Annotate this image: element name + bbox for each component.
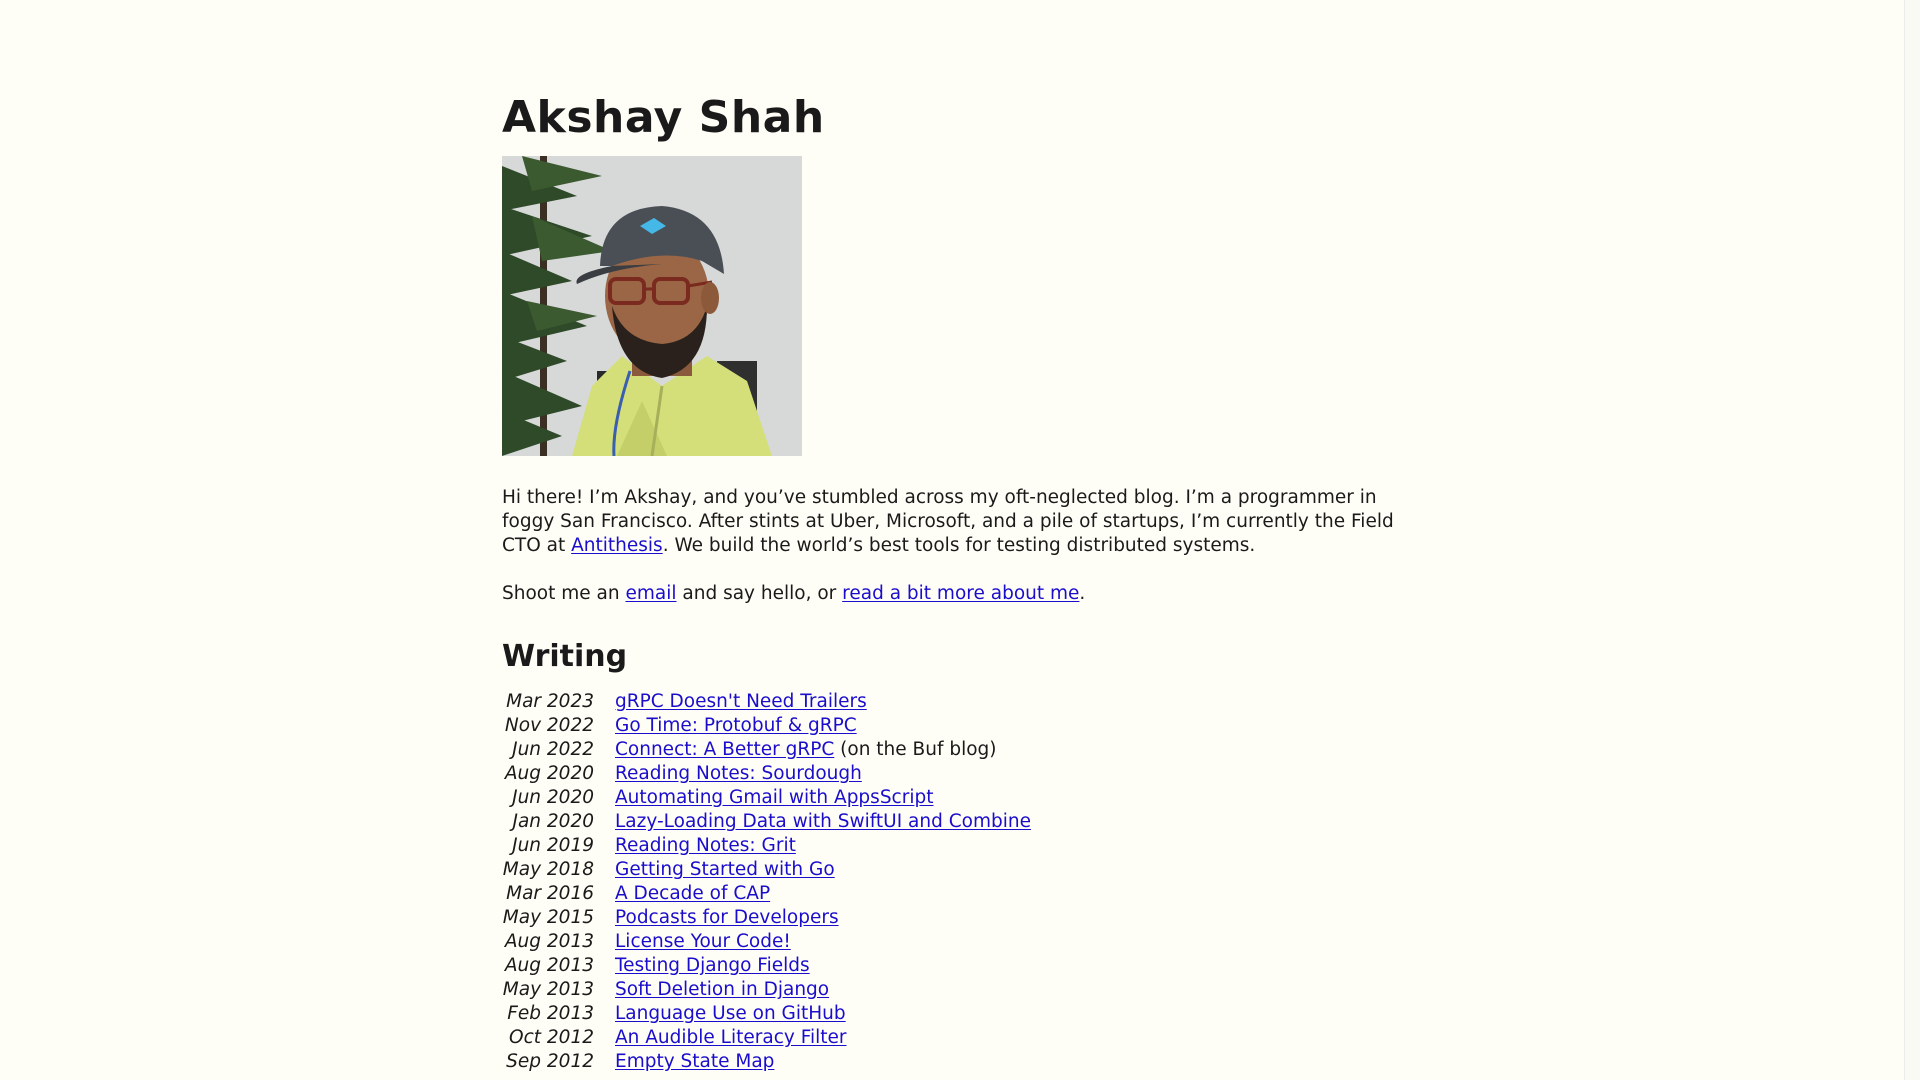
page-content xyxy=(502,82,1408,1074)
table-row xyxy=(502,810,1031,834)
post-date: Aug 2013 xyxy=(504,955,594,976)
table-row xyxy=(502,1050,1031,1074)
posts-list xyxy=(502,690,1031,1074)
post-title-cell xyxy=(615,738,1031,762)
post-date: Aug 2020 xyxy=(504,763,594,784)
post-date: May 2018 xyxy=(502,859,594,880)
post-link[interactable]: Testing Django Fields xyxy=(615,955,810,976)
table-row xyxy=(502,858,1031,882)
post-link[interactable]: License Your Code! xyxy=(615,931,791,952)
table-row xyxy=(502,786,1031,810)
post-title-cell xyxy=(615,1026,1031,1050)
post-date: Mar 2023 xyxy=(506,691,594,712)
post-title-cell xyxy=(615,690,1031,714)
post-title-cell xyxy=(615,954,1031,978)
post-link[interactable]: Empty State Map xyxy=(615,1051,775,1072)
post-link[interactable]: A Decade of CAP xyxy=(615,883,771,904)
post-title-cell xyxy=(615,858,1031,882)
contact-text-middle: and say hello, or xyxy=(676,583,843,604)
post-title-cell xyxy=(615,714,1031,738)
email-link[interactable]: email xyxy=(625,583,677,604)
table-row xyxy=(502,690,1031,714)
table-row xyxy=(502,714,1031,738)
post-date: May 2015 xyxy=(502,907,594,928)
post-link[interactable]: Connect: A Better gRPC xyxy=(615,739,835,760)
post-link[interactable]: Podcasts for Developers xyxy=(615,907,839,928)
post-date: Aug 2013 xyxy=(504,931,594,952)
post-date: Jun 2022 xyxy=(512,739,594,760)
about-me-link[interactable]: read a bit more about me xyxy=(842,583,1080,604)
antithesis-link[interactable]: Antithesis xyxy=(571,535,663,556)
post-title-cell xyxy=(615,930,1031,954)
post-note: (on the Buf blog) xyxy=(840,739,997,760)
table-row xyxy=(502,834,1031,858)
post-link[interactable]: An Audible Literacy Filter xyxy=(615,1027,847,1048)
post-title-cell xyxy=(615,882,1031,906)
post-title-cell xyxy=(615,786,1031,810)
table-row xyxy=(502,882,1031,906)
table-row xyxy=(502,762,1031,786)
table-row xyxy=(502,978,1031,1002)
post-title-cell xyxy=(615,810,1031,834)
post-link[interactable]: Getting Started with Go xyxy=(615,859,835,880)
table-row xyxy=(502,1026,1031,1050)
post-title-cell xyxy=(615,1050,1031,1074)
post-link[interactable]: Lazy-Loading Data with SwiftUI and Combine xyxy=(615,811,1031,832)
post-date: Jun 2020 xyxy=(512,787,594,808)
post-date: Feb 2013 xyxy=(507,1003,594,1024)
post-link[interactable]: Reading Notes: Sourdough xyxy=(615,763,862,784)
post-title-cell xyxy=(615,978,1031,1002)
profile-photo-illustration xyxy=(502,156,802,456)
intro-text-before-link: Hi there! I’m Akshay, and you’ve stumbled across my oft-neglected blog. I’m a programmer in foggy San Francisco. After stints at Uber, Microsoft, and a pile of startups, I’m currently the Field CTO at xyxy=(502,487,1394,556)
post-date: Oct 2012 xyxy=(509,1027,594,1048)
table-row xyxy=(502,906,1031,930)
post-link[interactable]: Language Use on GitHub xyxy=(615,1003,846,1024)
contact-text-end: . xyxy=(1079,583,1086,604)
contact-paragraph xyxy=(502,582,1408,606)
profile-photo xyxy=(502,156,802,456)
contact-text-start: Shoot me an xyxy=(502,583,626,604)
post-date: Mar 2016 xyxy=(506,883,594,904)
table-row xyxy=(502,930,1031,954)
table-row xyxy=(502,738,1031,762)
intro-text-after-link: . We build the world’s best tools for testing distributed systems. xyxy=(662,535,1256,556)
post-date: Jun 2019 xyxy=(512,835,594,856)
post-date: Nov 2022 xyxy=(504,715,594,736)
page-scrollbar[interactable] xyxy=(1904,0,1920,1080)
post-title-cell xyxy=(615,762,1031,786)
table-row xyxy=(502,954,1031,978)
post-title-cell xyxy=(615,906,1031,930)
post-link[interactable]: gRPC Doesn't Need Trailers xyxy=(615,691,867,712)
post-link[interactable]: Go Time: Protobuf & gRPC xyxy=(615,715,857,736)
post-date: May 2013 xyxy=(502,979,594,1000)
table-row xyxy=(502,1002,1031,1026)
post-link[interactable]: Automating Gmail with AppsScript xyxy=(615,787,934,808)
page-title: Akshay Shah xyxy=(502,92,825,143)
post-date: Jan 2020 xyxy=(512,811,594,832)
post-link[interactable]: Soft Deletion in Django xyxy=(615,979,830,1000)
intro-paragraph xyxy=(502,486,1408,558)
writing-heading: Writing xyxy=(502,639,628,674)
post-title-cell xyxy=(615,1002,1031,1026)
intro-section xyxy=(502,486,1408,606)
post-date: Sep 2012 xyxy=(506,1051,594,1072)
post-link[interactable]: Reading Notes: Grit xyxy=(615,835,796,856)
post-title-cell xyxy=(615,834,1031,858)
